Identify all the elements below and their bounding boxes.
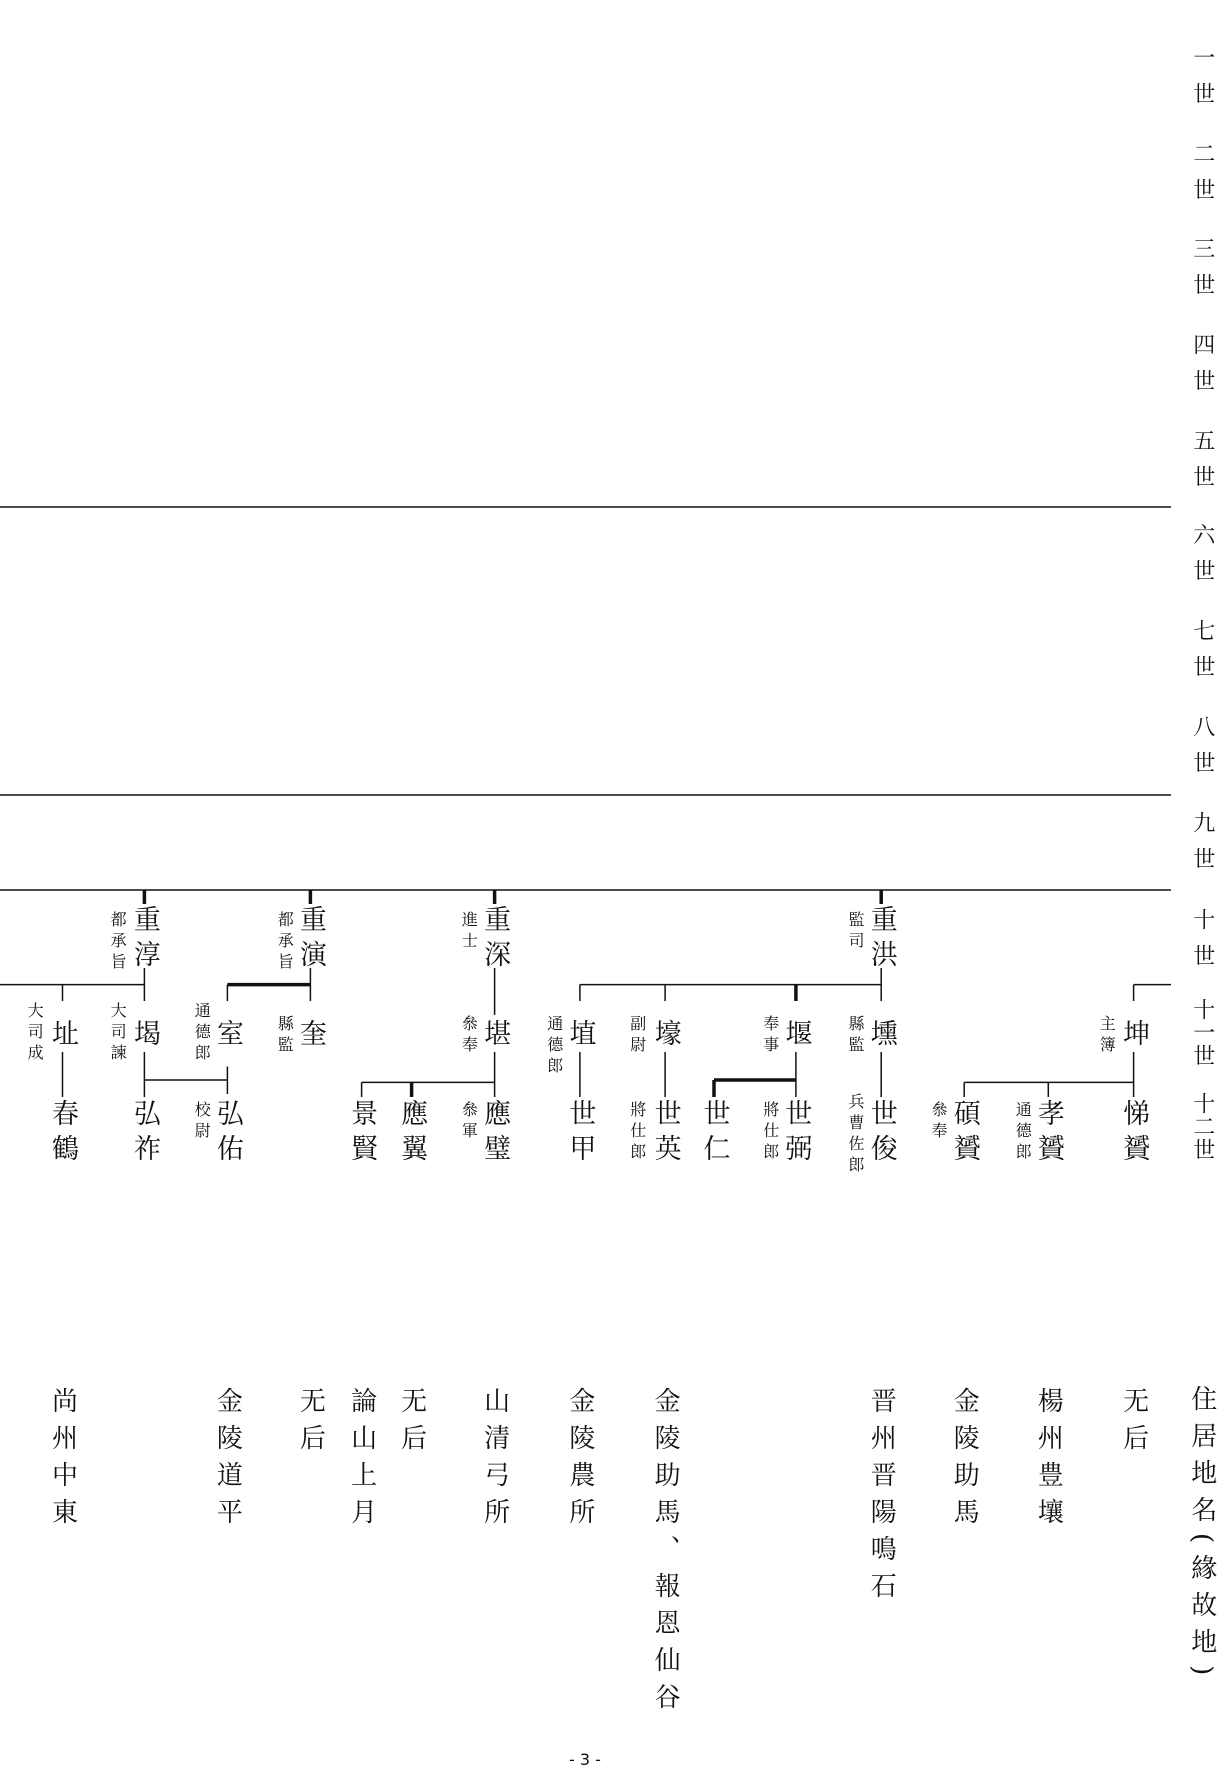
member-title: 校尉	[192, 1101, 212, 1143]
member-name: 壎	[865, 1019, 897, 1054]
member-name: 重洪	[865, 905, 897, 975]
member-name: 壕	[649, 1019, 681, 1054]
member-name: 世弼	[780, 1098, 812, 1169]
member-title: 奉事	[760, 1015, 780, 1057]
member-title: 將仕郎	[760, 1101, 780, 1164]
member-title: 都承旨	[108, 911, 128, 974]
residence-text: 无后	[1118, 1387, 1149, 1461]
member-name: 堨	[128, 1019, 160, 1054]
residence-header: 住居地名(緣故地)	[1186, 1385, 1217, 1687]
member-name: 奎	[294, 1019, 326, 1054]
member-title: 副尉	[627, 1015, 647, 1057]
member-title: 都承旨	[275, 911, 295, 974]
generation-label: 七世	[1189, 619, 1215, 691]
residence-text: 山清弓所	[479, 1387, 510, 1535]
residence-text: 金陵助馬、報恩仙谷	[650, 1387, 681, 1720]
member-title: 大司諫	[108, 1002, 128, 1065]
generation-label: 三世	[1189, 237, 1215, 309]
residence-text: 楊州豊壤	[1033, 1387, 1064, 1535]
member-name: 世英	[649, 1098, 681, 1169]
member-name: 弘佑	[211, 1098, 243, 1169]
member-title: 監司	[846, 911, 865, 953]
member-name: 重演	[294, 905, 326, 975]
member-title: 通德郎	[1013, 1101, 1033, 1164]
member-title: 叅奉	[929, 1101, 948, 1143]
member-name: 世甲	[564, 1098, 596, 1169]
member-name: 室	[211, 1019, 243, 1054]
residence-text: 金陵農所	[564, 1387, 595, 1535]
member-title: 進士	[459, 911, 479, 953]
member-name: 世俊	[865, 1098, 897, 1169]
residence-text: 无后	[295, 1387, 326, 1461]
member-title: 兵曹佐郎	[846, 1093, 865, 1177]
member-name: 春鶴	[47, 1098, 78, 1169]
residence-text: 晋州晋陽鳴石	[866, 1387, 897, 1609]
generation-label: 四世	[1189, 333, 1215, 405]
member-title: 通德郎	[544, 1015, 564, 1078]
residence-text: 尚州中東	[47, 1387, 78, 1535]
member-title: 大司成	[25, 1002, 45, 1065]
generation-label: 一世	[1189, 46, 1215, 118]
member-name: 埴	[564, 1019, 596, 1054]
member-name: 悌贇	[1118, 1098, 1150, 1169]
generation-label: 五世	[1189, 429, 1215, 501]
member-name: 重淳	[128, 905, 160, 975]
member-name: 址	[47, 1019, 78, 1054]
member-title: 通德郎	[192, 1002, 212, 1065]
generation-label: 十世	[1189, 908, 1215, 980]
member-name: 世仁	[698, 1098, 730, 1169]
generation-label: 二世	[1189, 142, 1215, 214]
residence-text: 金陵道平	[212, 1387, 243, 1535]
generation-label: 十二世	[1189, 1092, 1215, 1161]
member-title: 將仕郎	[627, 1101, 647, 1164]
member-name: 坤	[1118, 1019, 1150, 1054]
residence-text: 无后	[396, 1387, 427, 1461]
member-name: 重深	[479, 905, 511, 975]
member-name: 弘祚	[128, 1098, 160, 1169]
member-title: 叅軍	[459, 1101, 479, 1143]
member-name: 應翼	[396, 1098, 428, 1169]
member-name: 景賢	[346, 1098, 378, 1169]
generation-label: 十一世	[1189, 998, 1215, 1067]
member-title: 主簿	[1097, 1015, 1117, 1057]
member-name: 堰	[780, 1019, 812, 1054]
generation-label: 六世	[1189, 523, 1215, 595]
member-name: 孝贇	[1032, 1098, 1064, 1169]
member-name: 堪	[479, 1019, 511, 1054]
residence-text: 論山上月	[346, 1387, 377, 1535]
member-title: 縣監	[275, 1015, 295, 1057]
generation-label: 九世	[1189, 811, 1215, 883]
member-title: 叅奉	[459, 1015, 479, 1057]
generation-label: 八世	[1189, 715, 1215, 787]
page-number: - 3 -	[569, 1750, 601, 1769]
member-title: 縣監	[846, 1015, 865, 1057]
member-name: 應璧	[479, 1098, 511, 1169]
member-name: 碩贇	[948, 1098, 980, 1169]
residence-text: 金陵助馬	[949, 1387, 980, 1535]
